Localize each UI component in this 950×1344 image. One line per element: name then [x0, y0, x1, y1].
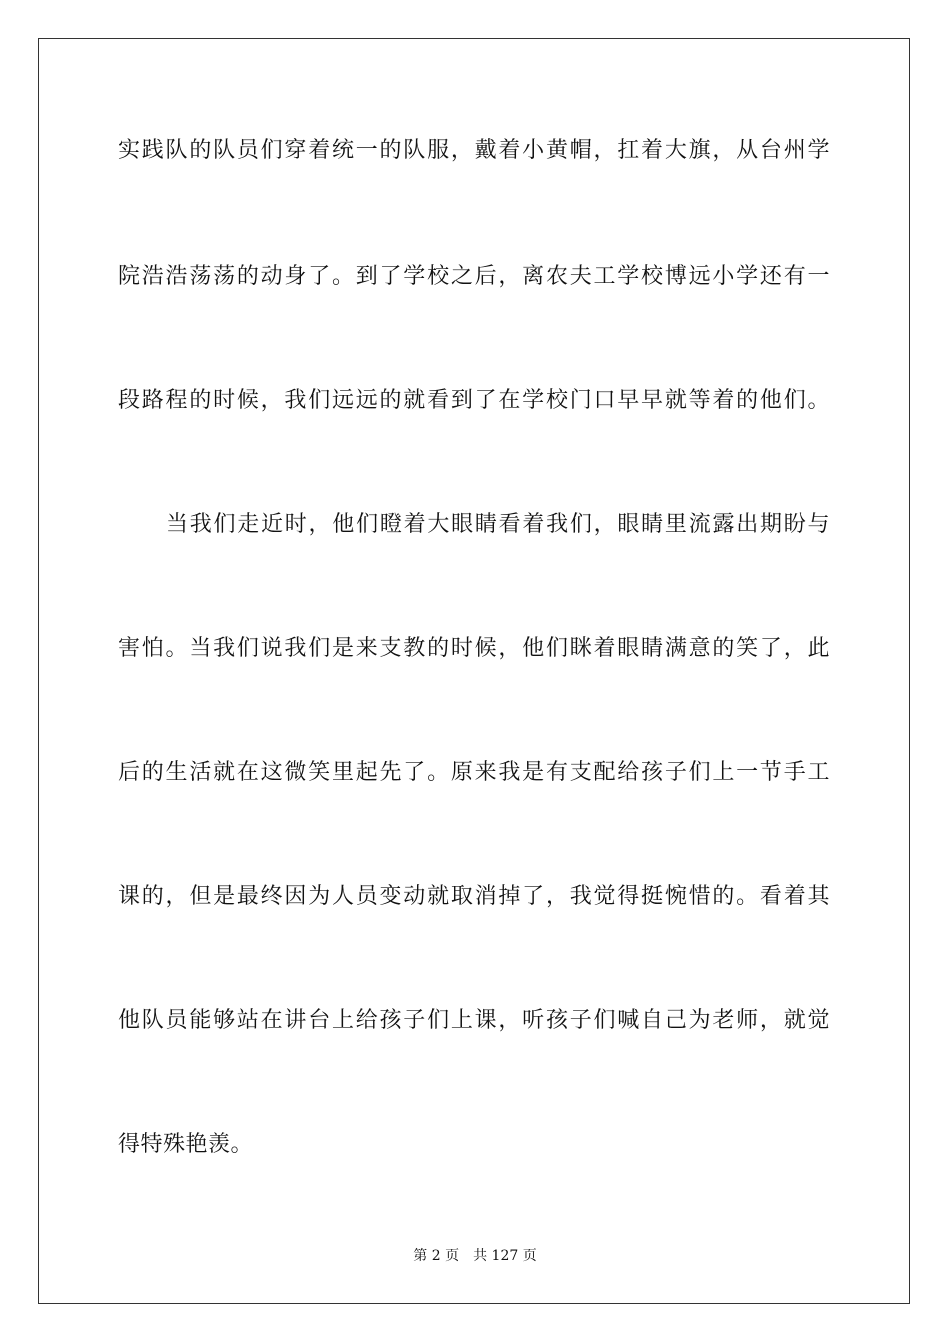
total-pages: 共 127 页	[473, 1248, 537, 1264]
page-number: 第 2 页	[413, 1248, 460, 1264]
paragraph-2-line-1: 当我们走近时，他们瞪着大眼睛看着我们，眼睛里流露出期盼与	[166, 512, 830, 537]
paragraph-1-line-3: 段路程的时候，我们远远的就看到了在学校门口早早就等着的他们。	[118, 388, 830, 413]
paragraph-2-line-4: 课的，但是最终因为人员变动就取消掉了，我觉得挺惋惜的。看着其	[118, 884, 830, 909]
paragraph-2-line-2: 害怕。当我们说我们是来支教的时候，他们眯着眼睛满意的笑了，此	[118, 636, 830, 661]
paragraph-1-line-2: 院浩浩荡荡的动身了。到了学校之后，离农夫工学校博远小学还有一	[118, 264, 830, 289]
page-footer	[0, 1247, 950, 1265]
paragraph-1-line-1: 实践队的队员们穿着统一的队服，戴着小黄帽，扛着大旗，从台州学	[118, 138, 830, 163]
page-border	[38, 38, 910, 1304]
paragraph-2-line-6: 得特殊艳羡。	[118, 1132, 254, 1157]
paragraph-2-line-3: 后的生活就在这微笑里起先了。原来我是有支配给孩子们上一节手工	[118, 760, 830, 785]
paragraph-2-line-5: 他队员能够站在讲台上给孩子们上课，听孩子们喊自己为老师，就觉	[118, 1008, 830, 1033]
